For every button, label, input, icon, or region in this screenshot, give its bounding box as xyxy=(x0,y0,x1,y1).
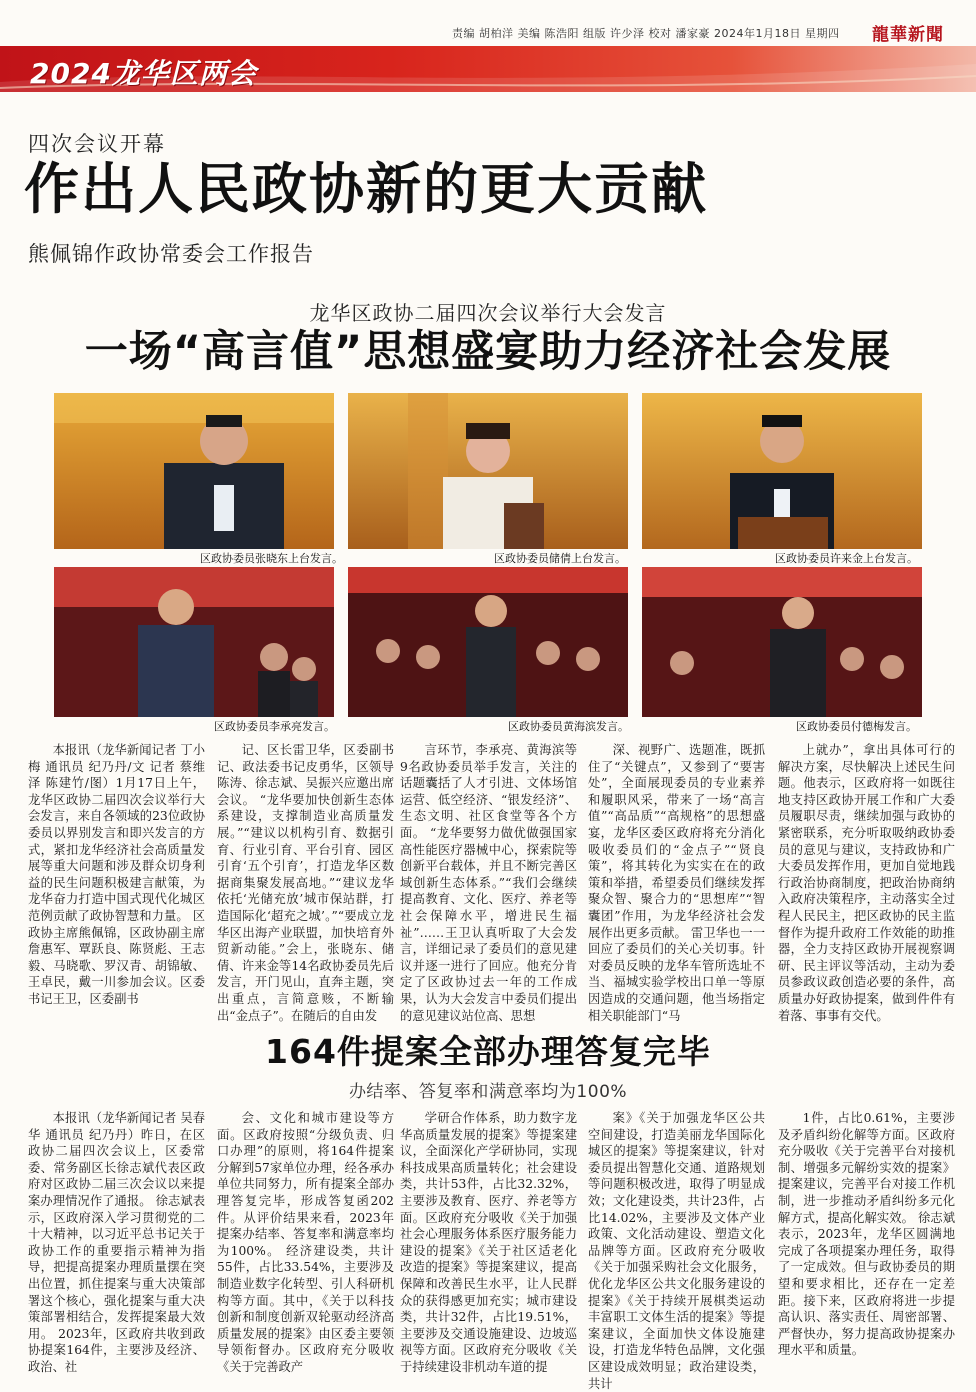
speaker-photo-4 xyxy=(54,567,334,717)
photo-caption-5: 区政协委员黄海滨发言。 xyxy=(508,720,629,733)
speaker-photo-6 xyxy=(642,567,922,717)
speaker-photo-3 xyxy=(642,393,922,549)
story3-column-4: 案》《关于加强龙华区公共空间建设，打造美丽龙华国际化城区的提案》等提案建议，针对委员提出智慧化交通、道路规划等问题积极改进，取得了明显成效；文化建设类，共计23件，占比14.02%，主要涉及文体产业政策、文化活动建设、塑造文化品牌等方面。区政府充分吸收《关于加强采购社会文化服务，优化龙华区公共文化服务建设的提案》《关于持续开展棋类运动丰富职工文体生活的提案》等提案建议，全面加快文体设施建设，打造龙华特色品牌，文化强区建设成效明显；政治建设类，共计 xyxy=(588,1111,765,1391)
speaker-photo-5-image xyxy=(348,567,628,717)
speaker-photo-1-image xyxy=(54,393,334,549)
speaker-photo-4-image xyxy=(54,567,334,717)
story3-column-5: 1件，占比0.61%，主要涉及矛盾纠纷化解等方面。区政府充分吸收《关于完善平台对接机制、增强多元解纷实效的提案》提案建议，完善平台对接工作机制，进一步推动矛盾纠纷多元化解方式，提高化解实效。 徐志斌表示，2023年，龙华区圆满地完成了各项提案办理任务，取得了一定成效。但与政协委员的期望和要求相比，还存在一定差距。接下来，区政府将进一步提高认识、落实责任、周密部署、严督快办，努力提高政协提案办理水平和质量。 xyxy=(778,1111,955,1358)
story2-column-5: 上就办”，拿出具体可行的解决方案，尽快解决上述民生问题。他表示，区政府将一如既往地支持区政协开展工作和广大委员履职尽责，继续加强与政协的紧密联系，充分听取吸纳政协委员的意见与建议，支持政协和广大委员发挥作用，更加自觉地践行政治协商制度，把政治协商纳入政府决策程序，主动落实全过程人民民主，把区政协的民主监督作为提升政府工作效能的助推器，全力支持区政协开展视察调研、民主评议等活动，主动为委员参政议政创造必要的条件，高质量办好政协提案，做到件件有着落、事事有交代。 xyxy=(778,743,955,1023)
story2-column-4: 深、视野广、选题准，既抓住了“关键点”，又参到了“要害处”，全面展现委员的专业素养和履职风采，带来了一场“高言值”“高品质”“高规格”的思想盛宴，龙华区委区政府将充分消化吸收委员们的“金点子”“贤良策”，将其转化为实实在在的政策和举措，希望委员们继续发挥聚众智、聚合力的“思想库”“智囊团”作用，为龙华经济社会发展作出更多贡献。 雷卫华也一一回应了委员们的关心关切事。针对委员反映的龙华车管所选址不当、福城实验学校出口单一等原因造成的交通问题，他当场指定相关职能部门“马 xyxy=(588,743,765,1023)
speaker-photo-1 xyxy=(54,393,334,549)
section-banner-title: 2024龙华区两会 xyxy=(30,57,257,90)
photo-caption-2: 区政协委员储倩上台发言。 xyxy=(494,552,626,565)
story2-column-2: 记、区长雷卫华，区委副书记、政法委书记皮勇华，区领导陈涛、徐志斌、吴振兴应邀出席会议。 “龙华要加快创新生态体系建设，支撑制造业高质量发展。”“建议以机构引育、数据引育、行业引育、平台引育、园区引育‘五个引育’，打造龙华区数据商集聚发展高地。”“建议龙华依托‘光储充放’城市保站群，打造国际化‘超充之城’。”“要成立龙华区出海产业联盟，加快培育外贸新动能。”会上，张晓东、储倩、许来金等14名政协委员先后发言，开门见山，直奔主题，突出重点，言简意赅，不断输出“金点子”。在随后的自由发 xyxy=(217,743,394,1023)
story1-headline: 作出人民政协新的更大贡献 xyxy=(24,157,709,221)
speaker-photo-6-image xyxy=(642,567,922,717)
story2-kicker: 龙华区政协二届四次会议举行大会发言 xyxy=(309,301,667,325)
speaker-photo-2 xyxy=(348,393,628,549)
story3-headline: 164件提案全部办理答复完毕 xyxy=(265,1032,711,1071)
speaker-photo-5 xyxy=(348,567,628,717)
photo-caption-3: 区政协委员许来金上台发言。 xyxy=(775,552,918,565)
section-banner xyxy=(0,46,976,92)
photo-caption-4: 区政协委员李承亮发言。 xyxy=(214,720,335,733)
story2-column-3: 言环节，李承亮、黄海滨等9名政协委员举手发言，关注的话题囊括了人才引进、文体场馆运营、低空经济、“银发经济”、生态文明、社区食堂等各个方面。 “龙华要努力做优做强国家高性能医疗器械中心，探索院等创新平台载体，并且不断完善区域创新生态体系。”“我们会继续提高教育、文化、医疗、养老等社会保障水平，增进民生福祉”……王卫认真听取了大会发言，详细记录了委员们的意见建议并逐一进行了回应。他充分肯定了区政协过去一年的工作成果，认为大会发言中委员们提出的意见建议站位高、思想 xyxy=(400,743,577,1023)
story3-column-1: 本报讯（龙华新闻记者 吴春华 通讯员 纪乃丹）昨日，在区政协二届四次会议上，区委常委、常务副区长徐志斌代表区政府对区政协二届三次会议以来提案办理情况作了通报。 徐志斌表示，区政府深入学习贯彻党的二十大精神，以习近平总书记关于政协工作的重要指示精神为指导，把提高提案办理质量摆在突出位置，抓住提案与重大决策部署这个核心，强化提案与重大决策部署相结合，发挥提案最大效用。 2023年，区政府共收到政协提案164件，主要涉及经济、政治、社 xyxy=(28,1111,205,1374)
story3-subline: 办结率、答复率和满意率均为100% xyxy=(348,1082,628,1102)
speaker-photo-3-image xyxy=(642,393,922,549)
paper-logo: 龍華新聞 xyxy=(872,25,944,45)
editor-credits: 责编 胡柏洋 美编 陈浩阳 组版 许少泽 校对 潘家豪 2024年1月18日 星期四 xyxy=(452,27,840,40)
story3-column-3: 学研合作体系，助力数字龙华高质量发展的提案》等提案建议，全面深化产学研协同，实现科技成果高质量转化；社会建设类，共计53件，占比32.32%，主要涉及教育、医疗、养老等方面。区政府充分吸收《关于加强社会心理服务体系医疗服务能力建设的提案》《关于社区适老化改造的提案》等提案建议，提高保障和改善民生水平，让人民群众的获得感更加充实；城市建设类，共计32件，占比19.51%，主要涉及交通设施建设、边坡巡视等方面。区政府充分吸收《关于持续建设非机动车道的提 xyxy=(400,1111,577,1374)
story2-column-1: 本报讯（龙华新闻记者 丁小梅 通讯员 纪乃丹/文 记者 蔡维泽 陈建竹/图）1月17日上午，龙华区政协二届四次会议举行大会发言，来自各领域的23位政协委员以界别发言和即兴发言的方式，紧扣龙华经济社会高质量发展等重大问题和涉及群众切身利益的民生问题积极建言献策，为龙华奋力打造中国式现代化城区范例贡献了政协智慧和力量。 区政协主席熊佩锦，区政协副主席詹惠军、覃跃良、陈贤彪、王志毅、马晓歌、罗汉青、胡锦敏、王卓民，戴一川参加会议。区委书记王卫，区委副书 xyxy=(28,743,205,1006)
masthead xyxy=(0,0,976,44)
photo-caption-1: 区政协委员张晓东上台发言。 xyxy=(200,552,343,565)
story1-subline: 熊佩锦作政协常委会工作报告 xyxy=(28,242,314,266)
photo-caption-6: 区政协委员付德梅发言。 xyxy=(796,720,917,733)
story2-headline: 一场“高言值”思想盛宴助力经济社会发展 xyxy=(84,327,892,377)
speaker-photo-2-image xyxy=(348,393,628,549)
story3-column-2: 会、文化和城市建设等方面。区政府按照“分级负责、归口办理”的原则，将164件提案分解到57家单位办理，经各承办单位共同努力，所有提案全部办理答复完毕，形成答复函202件。从评价结果来看，2023年提案办结率、答复率和满意率均为100%。 经济建设类，共计55件，占比33.54%，主要涉及制造业数字化转型、引人科研机构等方面。其中，《关于以科技创新和制度创新双轮驱动经济高质量发展的提案》由区委主要领导领衔督办。区政府充分吸收《关于完善政产 xyxy=(217,1111,394,1374)
story1-kicker: 四次会议开幕 xyxy=(28,132,166,156)
